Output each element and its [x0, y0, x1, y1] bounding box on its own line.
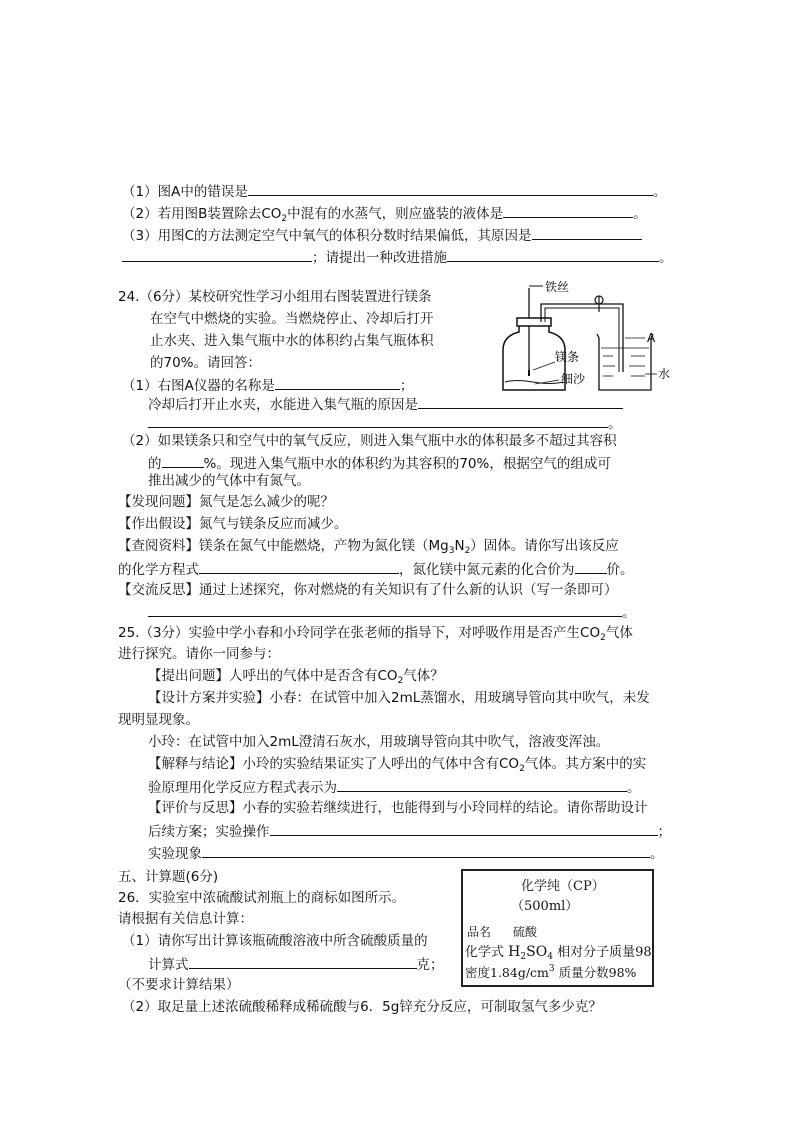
q25-question-text2: 气体？ [403, 668, 444, 684]
q26-formula [148, 954, 444, 974]
q24-part2-line1: （2）如果镁条只和空气中的氧气反应，则进入集气瓶中水的体积最多不超过其容积 [122, 433, 617, 449]
q24-reference-text3: ）固体。请你写出该反应 [470, 538, 619, 554]
q26-instruction: 请根据有关信息计算： [118, 911, 253, 927]
apparatus-figure [495, 270, 675, 400]
reagent-name-row [467, 923, 537, 940]
subscript: 3 [448, 546, 455, 556]
reagent-label [461, 869, 654, 987]
q24-line4: 的70%。请回答： [150, 355, 262, 371]
q24-reference-text2: N [454, 538, 465, 554]
q24-part2-text2: %。现进入集气瓶中水的体积约为其容积的70%，根据空气的组成可 [203, 456, 611, 472]
q24-reason-text: 冷却后打开止水夹，水能进入集气瓶的原因是 [148, 397, 418, 413]
q25-design: 【设计方案并实验】小春：在试管中加入2mL蒸馏水，用玻璃导管向其中吹气，未发 [148, 690, 650, 706]
q25-conclusion-text: 【解释与结论】小玲的实验结果证实了人呼出的气体中含有CO [148, 756, 520, 772]
answer-blank[interactable] [189, 954, 417, 969]
q24-reflection-answer [148, 602, 636, 622]
glass-tube [541, 304, 623, 372]
period: 。 [633, 206, 647, 222]
q26-intro: 26．实验室中浓硫酸试剂瓶上的商标如图所示。 [118, 890, 406, 906]
q24-line2: 在空气中燃烧的实验。当燃烧停止、冷却后打开 [150, 311, 434, 327]
q26-part2: （2）取足量上述浓硫酸稀释成稀硫酸与6．5g锌充分反应，可制取氢气多少克？ [122, 999, 602, 1015]
answer-blank[interactable] [122, 247, 312, 262]
formula-h: H [508, 944, 521, 960]
q26-formula-text: 计算式 [148, 957, 189, 973]
formula-so: SO [526, 944, 548, 960]
reagent-formula-key: 化学式 [465, 945, 505, 960]
q24-part2-line2 [148, 453, 611, 473]
answer-blank[interactable] [199, 559, 399, 574]
q25-conclusion-text2: 气体。其方案中的实 [524, 756, 647, 772]
q26-formula-unit: 克； [416, 957, 444, 973]
q23-part1 [122, 181, 666, 201]
q24-line1: 24.（6分）某校研究性学习小组用右图装置进行镁条 [118, 289, 432, 305]
q25-line1 [118, 624, 633, 642]
answer-blank[interactable] [248, 181, 653, 196]
answer-blank[interactable] [162, 453, 204, 468]
q24-hypothesis: 【作出假设】氮气与镁条反应而减少。 [118, 516, 348, 532]
answer-blank[interactable] [148, 413, 608, 428]
semicolon: ； [657, 824, 671, 840]
q24-reflection: 【交流反思】通过上述探究，你对燃烧的有关知识有了什么新的认识（写一条即可） [118, 582, 618, 598]
q24-part2-text: 的 [148, 456, 162, 472]
q24-valence-unit: 价。 [606, 562, 634, 578]
q24-part1-reason-cont [148, 413, 622, 433]
q25-evaluation: 【评价与反思】小春的实验若继续进行，也能得到与小玲同样的结论。请你帮助设计 [148, 800, 648, 816]
stopper [517, 318, 551, 326]
q25-operation-text: 后续方案；实验操作 [148, 824, 270, 840]
answer-blank[interactable] [447, 247, 659, 262]
q23-part2-text2: 中混有的水蒸气，则应盛装的液体是 [287, 206, 504, 222]
q25-equation [148, 777, 641, 797]
superscript: 3 [548, 964, 555, 974]
sand-label: 细沙 [561, 372, 586, 386]
answer-blank[interactable] [532, 225, 642, 240]
beaker [597, 334, 653, 390]
subscript: 2 [520, 952, 527, 962]
reagent-formula-row [465, 941, 652, 960]
water-label: 水 [658, 367, 671, 381]
q23-part4-text: ；请提出一种改进措施 [312, 250, 447, 266]
q23-part2-text: （2）若用图B装置除去CO [122, 206, 282, 222]
reagent-name-key: 品名 [467, 925, 492, 939]
answer-blank[interactable] [575, 559, 607, 574]
section-title: 五、计算题(6分) [118, 869, 219, 885]
q26-part1: （1）请你写出计算该瓶硫酸溶液中所含硫酸质量的 [122, 933, 428, 949]
q25-line1-text2: 气体 [605, 625, 633, 641]
period: 。 [652, 184, 667, 200]
q25-phenomenon-text: 实验现象 [148, 846, 202, 862]
q25-question [148, 667, 444, 685]
reagent-grade: 化学纯（CP） [521, 879, 605, 894]
reagent-molar-mass: 相对分子质量98 [557, 945, 652, 960]
reagent-volume: （500ml） [511, 899, 579, 914]
reagent-name-value: 硫酸 [513, 925, 538, 939]
q25-phenomenon [148, 843, 664, 863]
subscript: 2 [281, 214, 288, 224]
q24-line3: 止水夹、进入集气瓶中水的体积约占集气瓶体积 [150, 333, 434, 349]
magnesium-label: 镁条 [555, 350, 580, 364]
q24-part2-line3: 推出减少的气体中有氮气。 [148, 473, 310, 489]
q24-reference [118, 537, 619, 555]
period: 。 [622, 605, 636, 621]
q23-part3-text: （3）用图C的方法测定空气中氧气的体积分数时结果偏低，其原因是 [122, 228, 532, 244]
q25-operation [148, 821, 671, 841]
semicolon: ； [399, 378, 414, 394]
subscript: 2 [600, 633, 606, 643]
q24-valence-text: ，氮化镁中氮元素的化合价为 [399, 562, 575, 578]
subscript: 4 [547, 952, 553, 962]
mg-pointer [533, 362, 555, 370]
answer-blank[interactable] [275, 375, 400, 390]
answer-blank[interactable] [202, 843, 650, 858]
period: 。 [627, 780, 641, 796]
answer-blank[interactable] [148, 602, 622, 617]
q23-part3 [122, 225, 642, 245]
q25-question-text: 【提出问题】人呼出的气体中是否含有CO [148, 668, 398, 684]
subscript: 2 [464, 546, 471, 556]
iron-wire-label: 铁丝 [545, 280, 570, 294]
beaker-a-label: A [647, 331, 656, 345]
q24-part1-text: （1）右图A仪器的名称是 [122, 378, 275, 394]
period: 。 [608, 416, 622, 432]
q23-part4 [122, 247, 673, 267]
q24-reference-text: 【查阅资料】镁条在氮气中能燃烧，产物为氮化镁（Mg [118, 538, 449, 554]
q25-line1-text: 25.（3分）实验中学小春和小玲同学在张老师的指导下，对呼吸作用是否产生CO [118, 625, 601, 641]
q23-part2 [122, 203, 647, 223]
q23-part1-text: （1）图A中的错误是 [122, 184, 248, 200]
q24-discover: 【发现问题】氮气是怎么减少的呢？ [118, 494, 334, 510]
q26-note: （不要求计算结果） [118, 977, 240, 993]
answer-blank[interactable] [337, 777, 627, 792]
q24-equation [118, 559, 634, 579]
answer-blank[interactable] [270, 821, 658, 836]
subscript: 2 [397, 676, 404, 686]
reagent-mass-fraction: 质量分数98% [558, 965, 637, 980]
subscript: 2 [519, 764, 525, 774]
q24-part1 [122, 375, 413, 395]
period: 。 [659, 250, 673, 266]
q25-equation-text: 验原理用化学反应方程式表示为 [148, 780, 337, 796]
reagent-density: 密度1.84g/cm [465, 965, 549, 980]
q25-xiaoling: 小玲：在试管中加入2mL澄清石灰水，用玻璃导管向其中吹气，溶液变浑浊。 [148, 734, 610, 750]
answer-blank[interactable] [503, 203, 633, 218]
q25-conclusion [148, 755, 646, 773]
q25-line2: 进行探究。请你一同参与： [118, 646, 280, 662]
q25-design-cont: 现明显现象。 [118, 712, 199, 728]
q24-equation-text: 的化学方程式 [118, 562, 199, 578]
period: 。 [650, 846, 664, 862]
reagent-density-row [465, 963, 636, 981]
